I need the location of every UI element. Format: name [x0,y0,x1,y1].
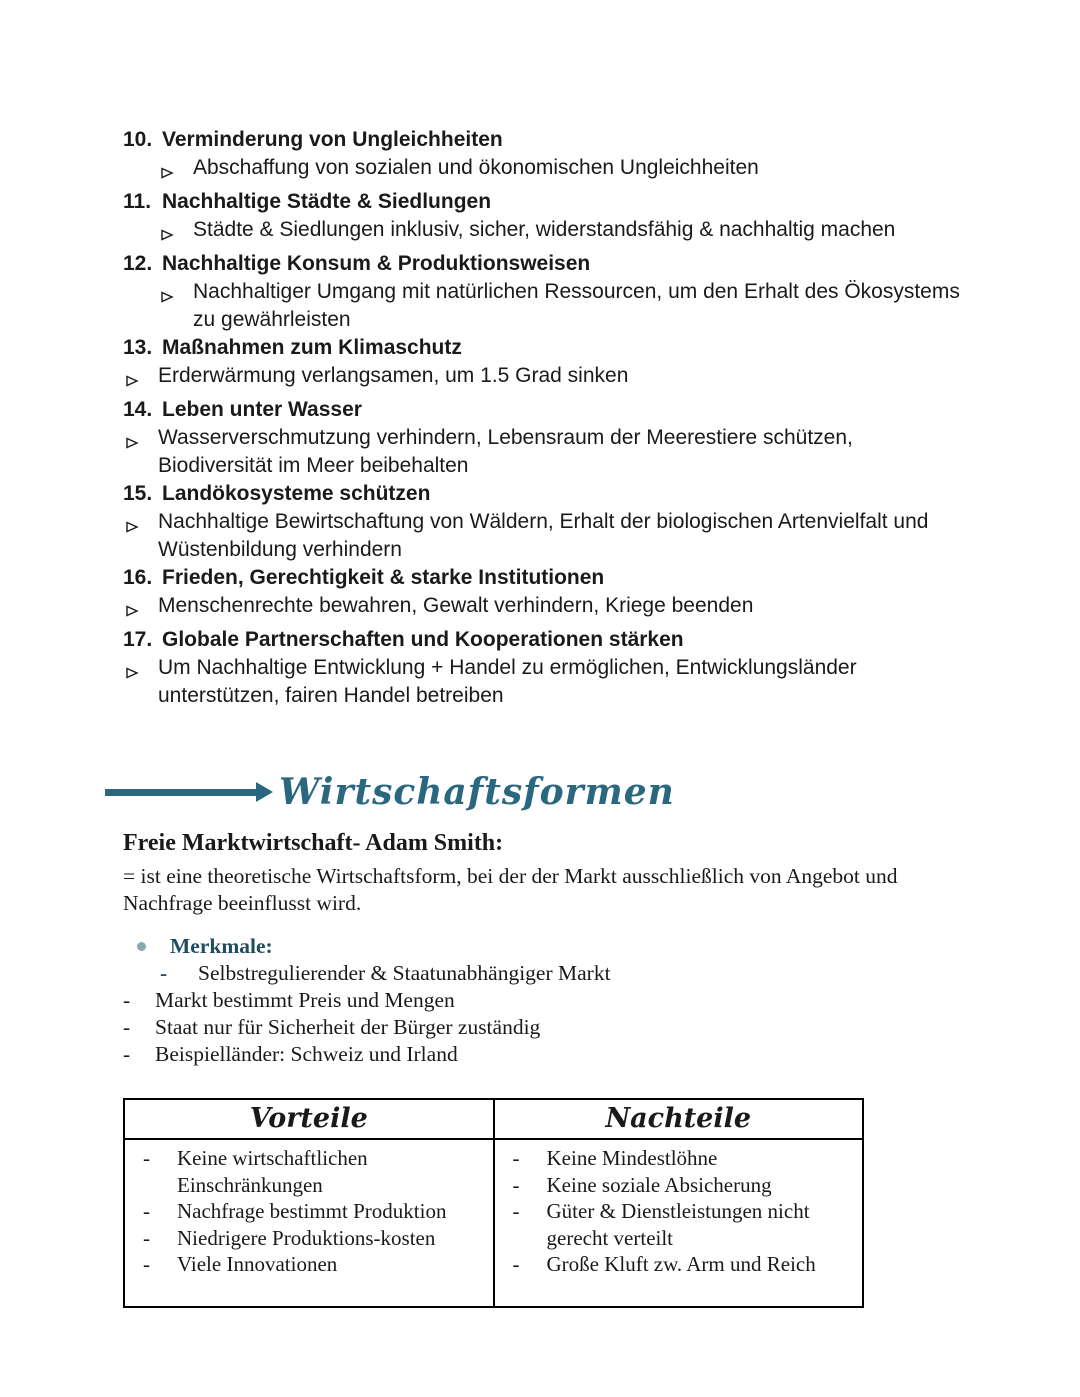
subsection-title: Freie Marktwirtschaft- Adam Smith: [123,830,504,856]
sdg-item-heading [123,564,970,592]
item-title: Globale Partnerschaften und Kooperationen stärken [162,628,684,651]
item-title: Nachhaltige Städte & Siedlungen [162,190,492,213]
merkmale-item [123,987,970,1014]
dash-bullet: - [143,1252,150,1276]
bullet-text: Städte & Siedlungen inklusiv, sicher, widerstandsfähig & nachhaltig machen [193,218,896,241]
table-bullet-text: Keine wirtschaftlichen Einschränkungen [177,1146,368,1197]
dash-bullet: - [123,1042,131,1066]
bullet-point [123,154,970,188]
section-heading-row [105,766,970,818]
merkmale-item [123,1014,970,1041]
table-header-vorteile: Vorteile [125,1100,495,1138]
arrow-shaft [105,789,257,796]
item-number: 16. [123,566,153,589]
arrowhead-bullet-icon [160,216,193,250]
table-bullet-text: Viele Innovationen [177,1252,338,1276]
list-item [123,396,970,480]
bullet-point [123,278,970,334]
table-header-row [125,1100,862,1140]
bullet-text: Abschaffung von sozialen und ökonomischen Ungleichheiten [193,156,759,179]
bullet-point [123,508,970,564]
sdg-item-heading [123,250,970,278]
item-number: 17. [123,628,153,651]
table-bullet-text: Niedrigere Produktions-kosten [177,1225,436,1250]
table-bullet-text: Große Kluft zw. Arm und Reich [546,1252,816,1276]
dash-bullet: - [123,988,131,1012]
bullet-text: Wasserverschmutzung verhindern, Lebensraum der Meerestiere schützen, Biodiversität im Meer beibehalten [158,426,853,477]
item-title: Leben unter Wasser [162,398,362,421]
arrowhead-bullet-icon [160,154,193,188]
arrowhead-bullet-icon [125,362,158,396]
bullet-dot-icon [137,942,146,951]
table-bullet-row [509,1198,853,1251]
vorteile-nachteile-table [123,1098,864,1308]
table-bullet-text: Güter & Dienstleistungen nicht gerecht verteilt [546,1199,810,1250]
item-number: 11. [123,190,152,213]
table-bullet-row [509,1145,853,1172]
table-bullet-text: Nachfrage bestimmt Produktion [177,1199,447,1223]
table-body-row [125,1140,862,1306]
vorteile-cell [125,1140,495,1306]
arrow-head [256,782,273,802]
dash-bullet: - [123,1015,131,1039]
bullet-text: Um Nachhaltige Entwicklung + Handel zu ermöglichen, Entwicklungsländer unterstützen, fairen Handel betreiben [158,656,857,707]
table-bullet-row [139,1251,483,1278]
bullet-point [123,362,970,396]
list-item [123,188,970,250]
merkmale-item [123,1041,970,1068]
list-item [123,250,970,334]
table-bullet-row [509,1251,853,1278]
merkmale-nested-item [123,960,970,987]
list-item [123,334,970,396]
bullet-point [123,592,970,626]
dash-bullet: - [512,1252,520,1276]
sdg-item-heading [123,188,970,216]
list-item [123,480,970,564]
item-title: Maßnahmen zum Klimaschutz [162,336,462,359]
merkmale-item-text: Beispielländer: Schweiz und Irland [155,1042,458,1066]
merkmale-heading [123,933,970,960]
table-bullet-row [139,1225,483,1252]
item-number: 15. [123,482,153,505]
dash-bullet: - [512,1146,520,1170]
merkmale-nested-text: Selbstregulierender & Staatunabhängiger Markt [198,961,611,985]
arrowhead-bullet-icon [125,508,158,564]
nachteile-cell [495,1140,863,1306]
merkmale-section [123,933,970,1068]
definition-text: = ist eine theoretische Wirtschaftsform, bei der der Markt ausschließlich von Angebot und Nachfrage beeinflusst wird. [123,864,898,915]
bullet-text: Menschenrechte bewahren, Gewalt verhindern, Kriege beenden [158,594,754,617]
item-number: 10. [123,128,153,151]
bullet-point [123,424,970,480]
arrowhead-bullet-icon [125,654,158,710]
dash-bullet: - [160,961,168,985]
right-arrow-icon [105,782,273,802]
item-number: 14. [123,398,153,421]
merkmale-item-text: Markt bestimmt Preis und Mengen [155,988,455,1012]
bullet-point [123,216,970,250]
merkmale-label: Merkmale: [170,934,273,958]
item-number: 12. [123,252,153,275]
table-bullet-row [509,1172,853,1199]
item-number: 13. [123,336,153,359]
dash-bullet: - [143,1199,150,1223]
table-bullet-text: Keine Mindestlöhne [546,1146,718,1170]
bullet-text: Nachhaltige Bewirtschaftung von Wäldern, Erhalt der biologischen Artenvielfalt und Wüstenbildung verhindern [158,510,929,561]
table-header-nachteile: Nachteile [605,1103,752,1134]
sdg-list [123,126,970,710]
item-title: Landökosysteme schützen [162,482,431,505]
sdg-item-heading [123,334,970,362]
table-bullet-row [139,1145,483,1198]
sdg-item-heading [123,626,970,654]
item-title: Verminderung von Ungleichheiten [162,128,503,151]
merkmale-item-text: Staat nur für Sicherheit der Bürger zuständig [155,1015,541,1039]
table-bullet-row [139,1198,483,1225]
bullet-point [123,654,970,710]
merkmale-list [123,960,970,1068]
bullet-text: Erderwärmung verlangsamen, um 1.5 Grad sinken [158,364,629,387]
list-item [123,626,970,710]
bullet-text: Nachhaltiger Umgang mit natürlichen Ressourcen, um den Erhalt des Ökosystems zu gewährleisten [193,280,960,331]
list-item [123,126,970,188]
dash-bullet: - [143,1225,150,1250]
sdg-item-heading [123,126,970,154]
sdg-item-heading [123,396,970,424]
arrowhead-bullet-icon [125,424,158,480]
dash-bullet: - [512,1172,520,1197]
dash-bullet: - [512,1199,520,1223]
list-item [123,564,970,626]
dash-bullet: - [143,1146,150,1170]
arrowhead-bullet-icon [125,592,158,626]
sdg-item-heading [123,480,970,508]
table-bullet-text: Keine soziale Absicherung [546,1172,772,1197]
arrowhead-bullet-icon [160,278,193,334]
item-title: Frieden, Gerechtigkeit & starke Institutionen [162,566,605,589]
section-title: Wirtschaftsformen [279,771,675,813]
item-title: Nachhaltige Konsum & Produktionsweisen [162,252,591,275]
